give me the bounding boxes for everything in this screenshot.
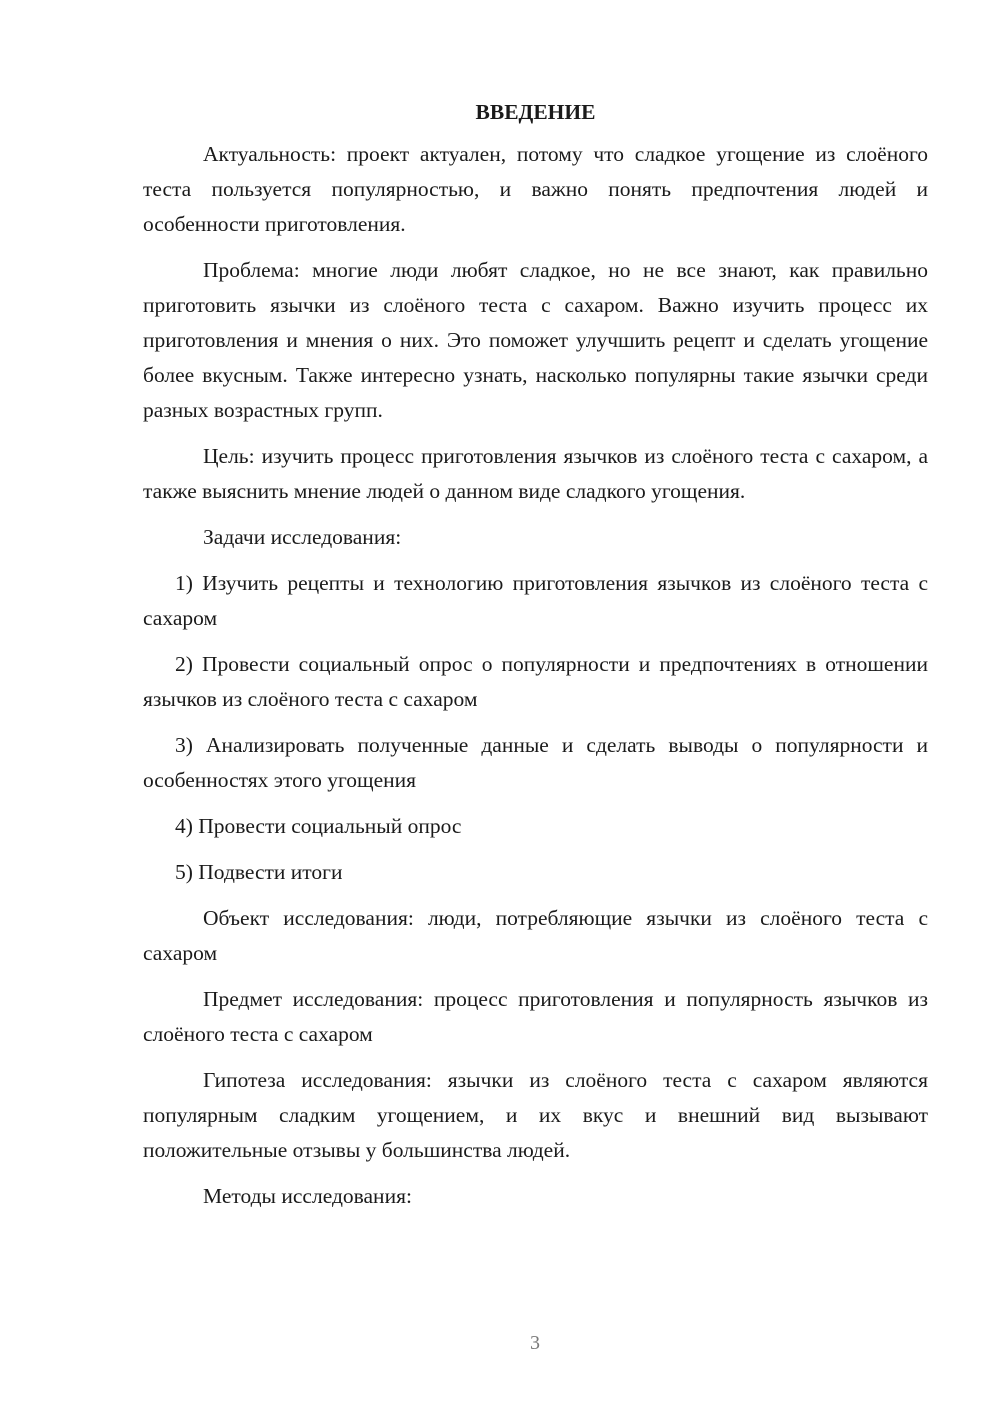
relevance-paragraph: Актуальность: проект актуален, потому что сладкое угощение из слоёного теста пользуется популярностью, и важно понять предпочтения людей и особенности приготовления. (143, 142, 928, 236)
task-item: 5) Подвести итоги (175, 860, 343, 884)
tasks-heading: Задачи исследования: (203, 525, 402, 549)
task-item: 2) Провести социальный опрос о популярности и предпочтениях в отношении язычков из слоёного теста с сахаром (143, 652, 928, 711)
task-item: 4) Провести социальный опрос (175, 814, 462, 838)
hypothesis-paragraph: Гипотеза исследования: язычки из слоёного теста с сахаром являются популярным сладким угощением, и их вкус и внешний вид вызывают положительные отзывы у большинства людей. (143, 1068, 928, 1162)
task-item: 3) Анализировать полученные данные и сделать выводы о популярности и особенностях этого угощения (143, 733, 928, 792)
goal-paragraph: Цель: изучить процесс приготовления язычков из слоёного теста с сахаром, а также выяснить мнение людей о данном виде сладкого угощения. (143, 444, 928, 503)
task-item: 1) Изучить рецепты и технологию приготовления язычков из слоёного теста с сахаром (143, 571, 928, 630)
methods-heading: Методы исследования: (203, 1184, 412, 1208)
page-number: 3 (530, 1332, 540, 1354)
document-page (143, 95, 928, 1214)
object-paragraph: Объект исследования: люди, потребляющие язычки из слоёного теста с сахаром (143, 906, 928, 965)
section-heading: ВВЕДЕНИЕ (475, 100, 596, 124)
subject-paragraph: Предмет исследования: процесс приготовления и популярность язычков из слоёного теста с сахаром (143, 987, 928, 1046)
problem-paragraph: Проблема: многие люди любят сладкое, но не все знают, как правильно приготовить язычки из слоёного теста с сахаром. Важно изучить процесс их приготовления и мнения о них. Это поможет улучшить рецепт и сделать угощение более вкусным. Также интересно узнать, насколько популярны такие язычки среди разных возрастных групп. (143, 258, 928, 422)
